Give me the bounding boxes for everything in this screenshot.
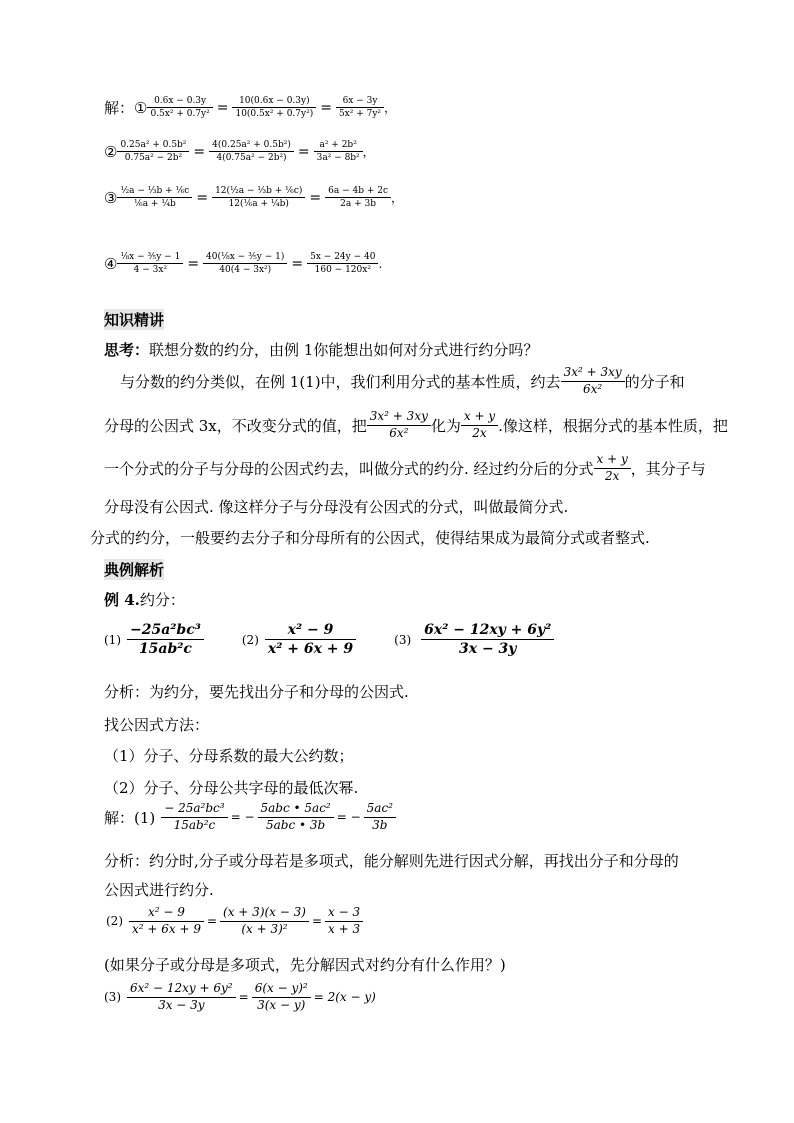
- para1-line-3: 一个分式的分子与分母的公因式约去，叫做分式的约分. 经过约分后的分式 $\frac{x + y}{2x}$ ，其分子与: [104, 452, 706, 483]
- item1-frac2: $\frac{10(0.6x - 0.3y)}{\text{10(0.5x² + 0.7y²)}}$: [232, 96, 316, 120]
- para1-frac-1: $\frac{\text{3x² + 3xy}}{\text{6x²}}$: [561, 366, 625, 397]
- analysis-1: 分析：为约分，要先找出分子和分母的公因式.: [104, 683, 409, 701]
- example-items: (1) $\frac{\text{−25a²bc³}}{\text{15ab²c}}$ (2) $\frac{\text{x² − 9}}{\text{x² + 6x + 9}}$ (3) $\frac{\text{6x² − 12xy + 6y²}}{3x - 3y}$: [104, 622, 554, 657]
- solution-line-4: ④ $\frac{\text{⅛x − ⅗y − 1}}{\text{4 − 3x²}}$ = $\frac{\text{40(⅛x − ⅗y − 1)}}{\text{40(4 − 3x²)}}$ = $\frac{5x - 24y - 40}{\text{160 − 120x²}}$ .: [104, 252, 383, 276]
- sol2-frac-3: $\frac{\text{5ac²}}{3b}$: [364, 802, 396, 833]
- item3-frac1: $\frac{\text{½a − ⅓b + ⅙c}}{\text{⅙a + ¼b}}$: [117, 186, 192, 210]
- item3-label: ③: [104, 188, 118, 207]
- para1-line-1: 与分数的约分类似，在例 1(1)中，我们利用分式的基本性质，约去 $\frac{\text{3x² + 3xy}}{\text{6x²}}$ 的分子和: [120, 365, 685, 396]
- section-heading-example: 典例解析: [104, 561, 165, 579]
- solution-line-1: 解： ① $\frac{0.6x - 0.3y}{\text{0.5x² + 0.7y²}}$ = $\frac{10(0.6x - 0.3y)}{\text{10(0.5x² + 0.7y²)}}$ = $\frac{6x - 3y}{\text{5x² + 7y²}}$ ，: [104, 96, 397, 120]
- example-frac-3: $\frac{\text{6x² − 12xy + 6y²}}{3x - 3y}$: [421, 622, 554, 657]
- item1-frac3: $\frac{6x - 3y}{\text{5x² + 7y²}}$: [336, 96, 384, 120]
- sol4-frac-1: $\frac{\text{6x² − 12xy + 6y²}}{3x - 3y}$: [127, 982, 236, 1013]
- item2-label: ②: [104, 142, 118, 161]
- analysis-2-line-1: 分析：约分时,分子或分母若是多项式，能分解则先进行因式分解，再找出分子和分母的: [104, 852, 679, 870]
- solution-2: 解：(1) $\frac{\text{− 25a²bc³}}{\text{15ab²c}}$ = − $\frac{\text{5abc • 5ac²}}{\text{5abc • 3b}}$ = − $\frac{\text{5ac²}}{3b}$: [104, 802, 396, 833]
- solution-line-2: ② $\frac{\text{0.25a² + 0.5b²}}{\text{0.75a² − 2b²}}$ = $\frac{\text{4(0.25a² + 0.5b²)}}{\text{4(0.75a² − 2b²)}}$ = $\frac{\text{a² + 2b²}}{\text{3a² − 8b²}}$ ，: [104, 140, 375, 164]
- item2-frac3: $\frac{\text{a² + 2b²}}{\text{3a² − 8b²}}$: [314, 140, 363, 164]
- item3-frac2: $\frac{\text{12(½a − ⅓b + ⅙c)}}{\text{12(⅙a + ¼b)}}$: [212, 186, 305, 210]
- para1-frac-2: $\frac{\text{3x² + 3xy}}{\text{6x²}}$: [367, 410, 431, 441]
- item4-frac3: $\frac{5x - 24y - 40}{\text{160 − 120x²}}$: [307, 252, 378, 276]
- think-text: 联想分数的约分，由例 1你能想出如何对分式进行约分吗？: [149, 341, 539, 359]
- para1-frac-3: $\frac{x + y}{2x}$: [461, 410, 498, 441]
- note: (如果分子或分母是多项式，先分解因式对约分有什么作用？): [104, 956, 506, 974]
- item1-label: ①: [134, 98, 148, 117]
- para1-line-4: 分母没有公因式. 像这样分子与分母没有公因式的分式，叫做最简分式.: [104, 498, 569, 516]
- sol3-frac-2: $\frac{(x + 3)(x - 3)}{\text{(x + 3)²}}$: [220, 906, 309, 937]
- item1-frac1: $\frac{0.6x - 0.3y}{\text{0.5x² + 0.7y²}}$: [147, 96, 212, 120]
- section-heading-knowledge: 知识精讲: [104, 311, 165, 329]
- sol3-frac-1: $\frac{\text{x² − 9}}{\text{x² + 6x + 9}}$: [129, 906, 204, 937]
- solution-line-3: ③ $\frac{\text{½a − ⅓b + ⅙c}}{\text{⅙a + ¼b}}$ = $\frac{\text{12(½a − ⅓b + ⅙c)}}{\text{12(⅙a + ¼b)}}$ = $\frac{6a - 4b + 2c}{2a + 3b}$ ，: [104, 186, 404, 210]
- para1-frac-4: $\frac{x + y}{2x}$: [594, 453, 631, 484]
- example-frac-1: $\frac{\text{−25a²bc³}}{\text{15ab²c}}$: [127, 622, 204, 657]
- analysis-2-line-2: 公因式进行约分.: [104, 881, 214, 899]
- item4-frac1: $\frac{\text{⅛x − ⅗y − 1}}{\text{4 − 3x²}}$: [117, 252, 183, 276]
- solution-3: (2) $\frac{\text{x² − 9}}{\text{x² + 6x + 9}}$ = $\frac{(x + 3)(x - 3)}{\text{(x + 3)²}}$ = $\frac{x - 3}{x + 3}$: [106, 906, 363, 937]
- item4-label: ④: [104, 254, 118, 273]
- para2: 分式的约分，一般要约去分子和分母所有的公因式，使得结果成为最简分式或者整式.: [90, 529, 650, 547]
- solution-4: (3) $\frac{\text{6x² − 12xy + 6y²}}{3x - 3y}$ = $\frac{\text{6(x − y)²}}{3(x - y)}$ = 2(x − y): [104, 981, 376, 1012]
- sol2-frac-2: $\frac{\text{5abc • 5ac²}}{\text{5abc • 3b}}$: [258, 802, 334, 833]
- example-frac-2: $\frac{\text{x² − 9}}{\text{x² + 6x + 9}}$: [265, 622, 356, 657]
- sol4-frac-2: $\frac{\text{6(x − y)²}}{3(x - y)}$: [252, 982, 311, 1013]
- think-label: 思考：: [104, 341, 150, 359]
- item3-frac3: $\frac{6a - 4b + 2c}{2a + 3b}$: [325, 186, 391, 210]
- think-line: [104, 339, 538, 360]
- method-1: （1）分子、分母系数的最大公约数；: [104, 747, 354, 765]
- sol2-frac-1: $\frac{\text{− 25a²bc³}}{\text{15ab²c}}$: [161, 802, 227, 833]
- item4-frac2: $\frac{\text{40(⅛x − ⅗y − 1)}}{\text{40(4 − 3x²)}}$: [203, 252, 287, 276]
- sol3-frac-3: $\frac{x - 3}{x + 3}$: [325, 906, 363, 937]
- item2-frac2: $\frac{\text{4(0.25a² + 0.5b²)}}{\text{4(0.75a² − 2b²)}}$: [209, 140, 294, 164]
- item2-frac1: $\frac{\text{0.25a² + 0.5b²}}{\text{0.75a² − 2b²}}$: [117, 140, 189, 164]
- example-title: 例 4.约分：: [104, 591, 185, 609]
- para1-line-2: 分母的公因式 3x，不改变分式的值，把 $\frac{\text{3x² + 3xy}}{\text{6x²}}$ 化为 $\frac{x + y}{2x}$ .像这样，根据分式的基本性质，把: [104, 409, 728, 440]
- method-title: 找公因式方法：: [104, 716, 210, 734]
- method-2: （2）分子、分母公共字母的最低次幂.: [104, 779, 359, 797]
- solution-prefix: 解：: [104, 99, 135, 118]
